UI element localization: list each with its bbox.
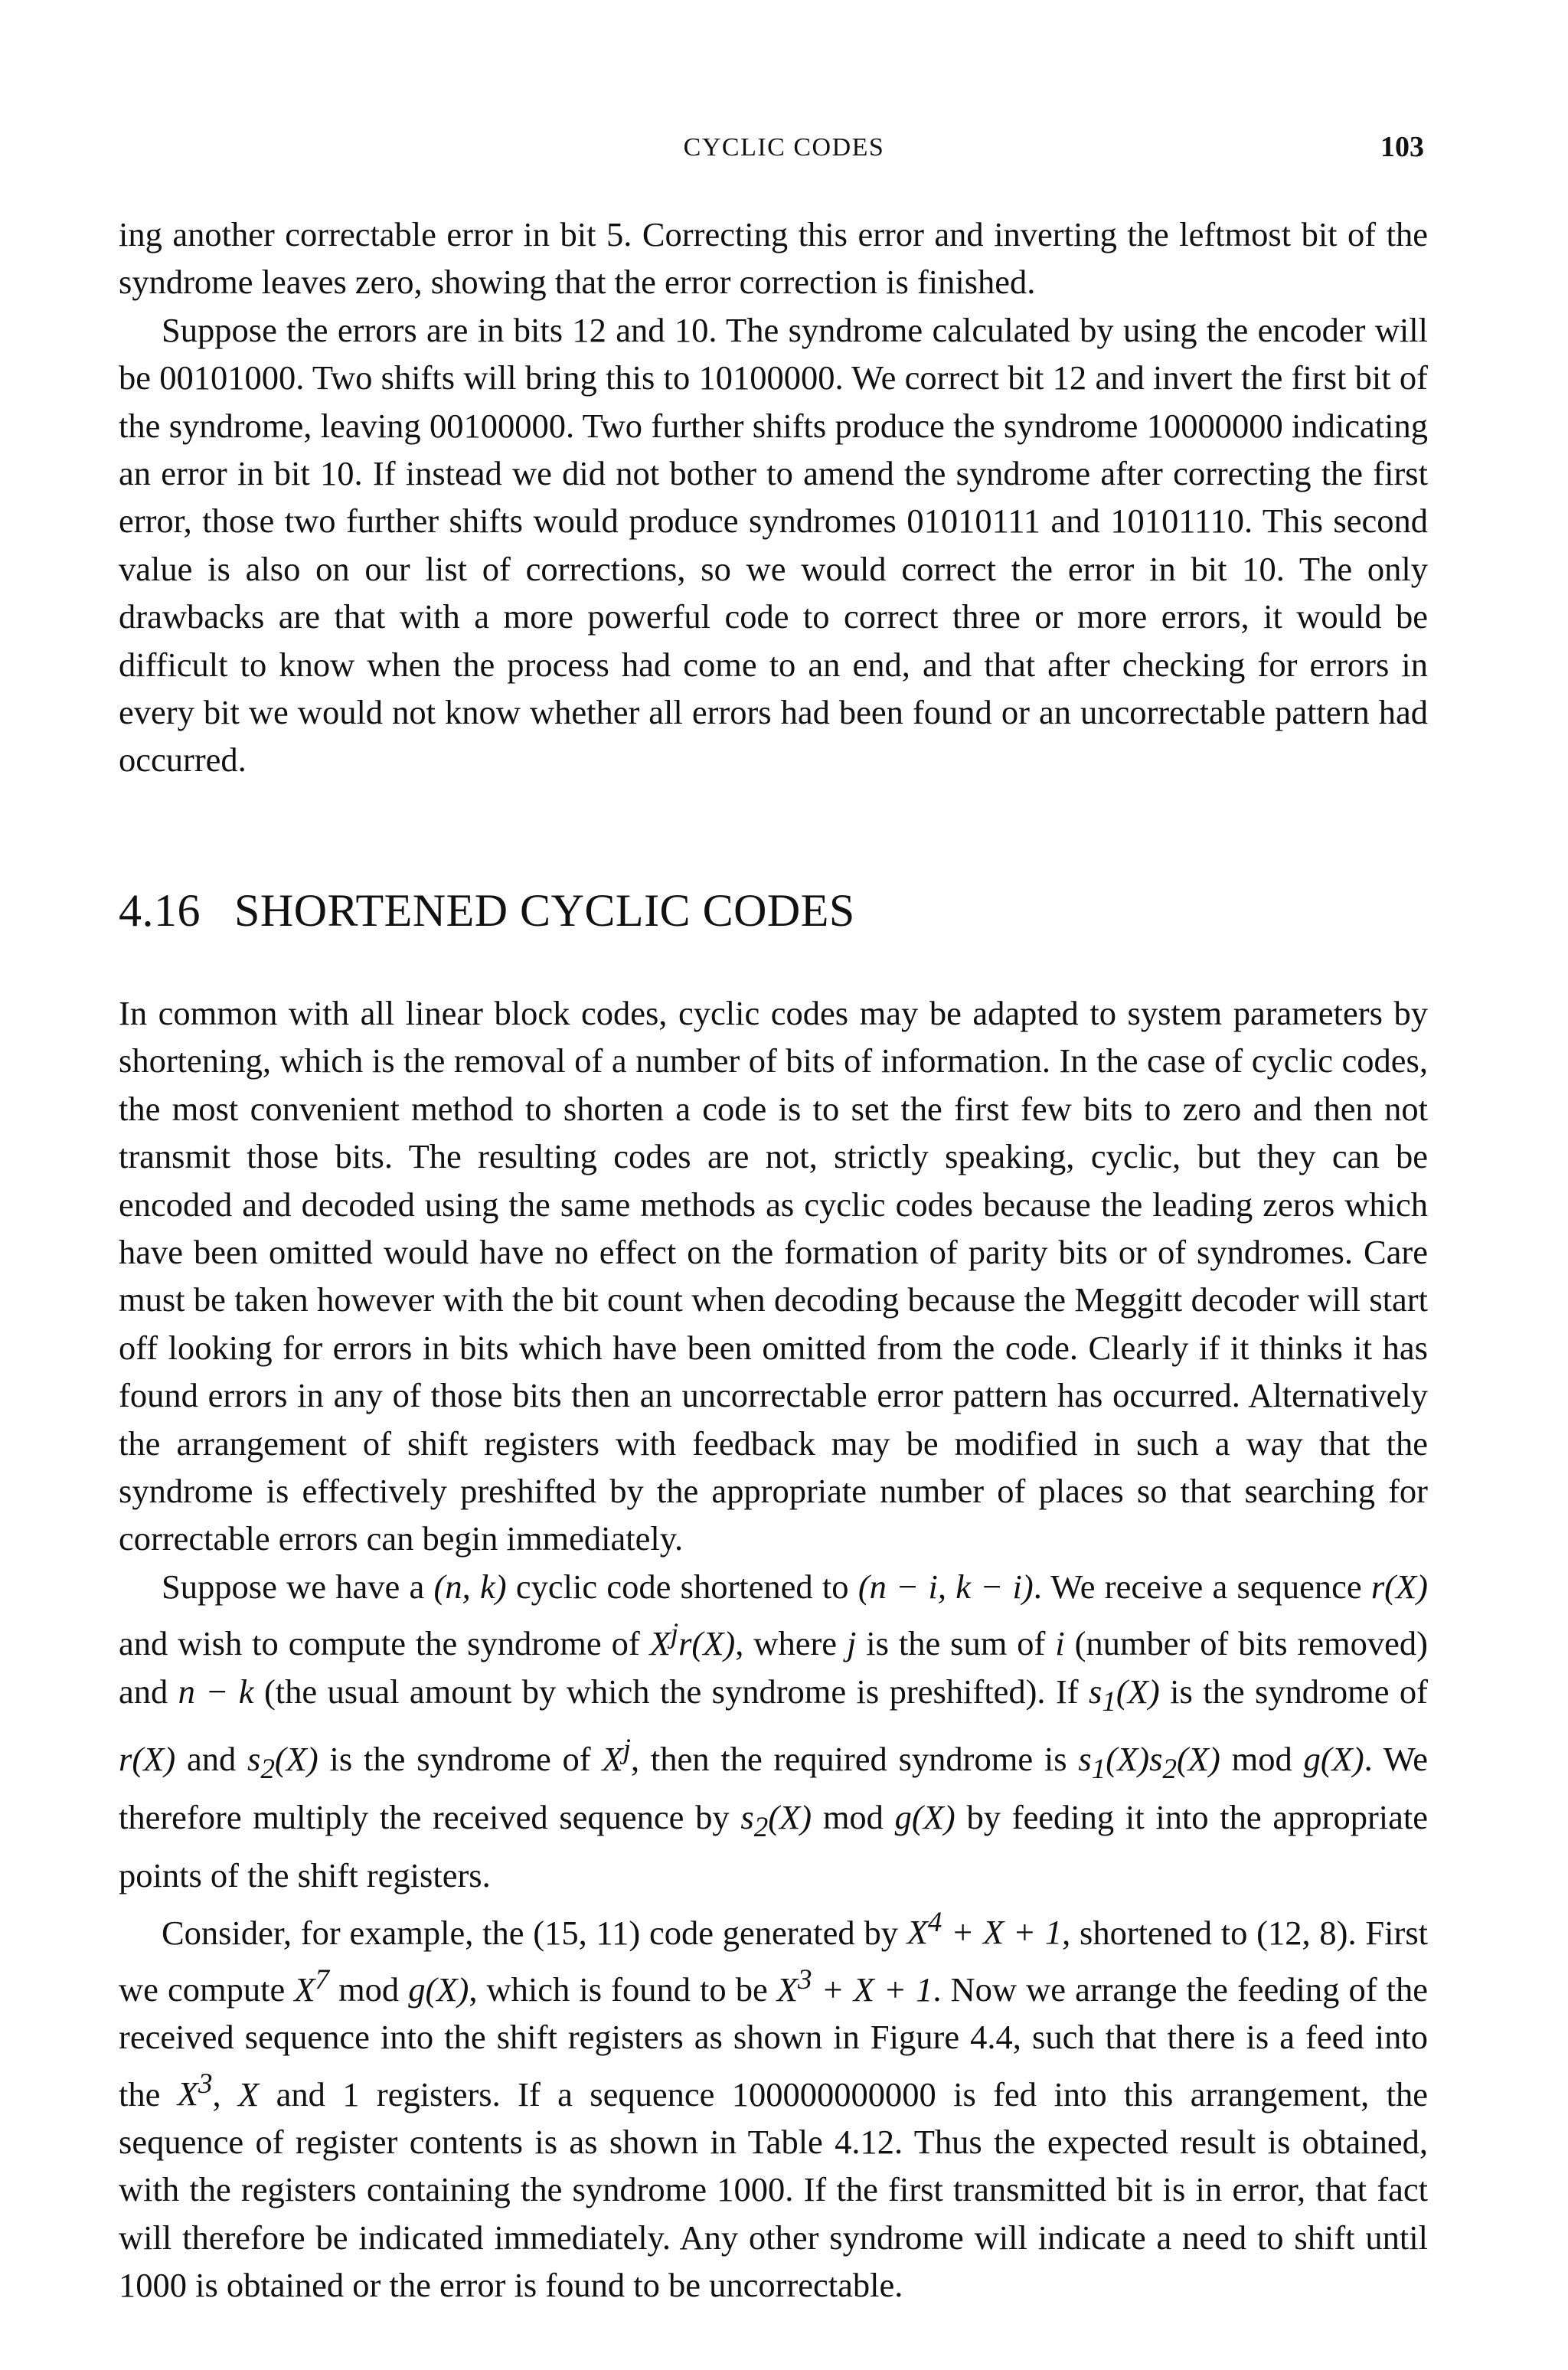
math-generator-polynomial — [906, 1907, 1063, 1952]
text-run: , then the required syndrome is — [630, 1739, 1079, 1778]
math-syndrome-product — [1078, 1739, 1220, 1785]
text-run: by feeding it into the appropriate points of the shift registers. — [119, 1797, 1428, 1895]
math-x-power — [294, 1963, 329, 2009]
text-run: Suppose we have a — [162, 1567, 434, 1606]
math-term: (X) — [274, 1739, 318, 1778]
math-r-x: r(X) — [119, 1739, 176, 1778]
math-x-power — [649, 1618, 736, 1663]
math-x: X — [238, 2074, 260, 2113]
paragraph-continued: ing another correctable error in bit 5. Correcting this error and inverting the leftmost bit of the syndrome leaves zero, showing that the error correction is finished. — [119, 215, 1428, 302]
text-run: , — [212, 2074, 239, 2113]
text-run: and wish to compute the syndrome of — [119, 1624, 650, 1663]
text-run: mod — [812, 1797, 895, 1836]
text-run: (number of bits removed) and — [119, 1624, 1428, 1711]
text-run: Consider, for example, the (15, 11) code generated by — [162, 1913, 907, 1952]
paragraph-shortening: In common with all linear block codes, cyclic codes may be adapted to system parameters by shortening, which is the removal of a number of bits of information. In the case of cyclic codes, the most convenient method to shorten a code is to set the first few bits to zero and then not transmit those bits. The resulting codes are not, strictly speaking, cyclic, but they can be encoded and decoded using the same methods as cyclic codes because the leading zeros which have been omitted would have no effect on the formation of parity bits or of syndromes. Care must be taken however with the bit count when decoding because the Meggitt decoder will start off looking for errors in bits which have been omitted from the code. Clearly if it thinks it has found errors in any of those bits then an uncorrectable error pattern has occurred. Alternatively the arrangement of shift registers with feedback may be modified in such a way that the syndrome is effectively preshifted by the appropriate number of places so that searching for correctable errors can begin immediately. — [119, 994, 1428, 1558]
math-term: s — [1078, 1739, 1092, 1778]
math-x-power — [602, 1733, 631, 1778]
math-exponent: j — [622, 1733, 631, 1765]
running-head — [0, 130, 1568, 168]
text-run: . We therefore multiply the received sequence by — [119, 1739, 1428, 1836]
math-subscript: 2 — [260, 1753, 275, 1785]
math-base: X — [906, 1913, 928, 1952]
math-g-x: g(X) — [894, 1797, 956, 1836]
text-run: is the syndrome of — [318, 1739, 603, 1778]
text-run: cyclic code shortened to — [506, 1567, 858, 1606]
math-j: j — [846, 1624, 857, 1663]
math-exponent: 4 — [927, 1907, 942, 1939]
math-term: (X)s — [1106, 1739, 1163, 1778]
paragraph-preshift — [119, 1563, 1428, 1900]
section-title: SHORTENED CYCLIC CODES — [234, 885, 855, 936]
math-term: + X + 1 — [942, 1913, 1063, 1952]
text-run: (the usual amount by which the syndrome is preshifted). If — [253, 1672, 1089, 1711]
math-g-x: g(X) — [1303, 1739, 1364, 1778]
math-subscript: 1 — [1091, 1753, 1106, 1785]
math-term: (X) — [768, 1797, 812, 1836]
section-number: 4.16 — [119, 885, 201, 936]
math-base: X — [776, 1970, 798, 2009]
math-base: s — [740, 1797, 754, 1836]
math-i: i — [1055, 1624, 1065, 1663]
math-base: s — [247, 1739, 261, 1778]
text-run: is the syndrome of — [1159, 1672, 1428, 1711]
text-run: is the sum of — [856, 1624, 1056, 1663]
math-base: s — [1089, 1672, 1102, 1711]
page-number: 103 — [1380, 131, 1424, 163]
paragraph-example-errors: Suppose the errors are in bits 12 and 10. The syndrome calculated by using the encoder will be 00101000. Two shifts will bring this to 10100000. We correct bit 12 and invert the first bit of the syndrome, leaving 00100000. Two further shifts produce the syndrome 10000000 indicating an error in bit 10. If instead we did not bother to amend the syndrome after correcting the first error, those two further shifts would produce syndromes 01010111 and 10101110. This second value is also on our list of corrections, so we would correct the error in bit 10. The only drawbacks are that with a more powerful code to correct three or more errors, it would be difficult to know when the process had come to an end, and that after checking for errors in every bit we would not know whether all errors had been found or an uncorrectable pattern had occurred. — [119, 310, 1428, 780]
math-subscript: 1 — [1102, 1685, 1116, 1718]
math-x-power — [177, 2068, 213, 2113]
text-run: , which is found to be — [469, 1970, 777, 2009]
math-exponent: 3 — [797, 1963, 812, 1996]
math-base: X — [602, 1739, 623, 1778]
math-base: X — [294, 1970, 315, 2009]
text-run: mod — [1220, 1739, 1304, 1778]
math-result-polynomial — [776, 1963, 933, 2009]
math-n-minus-k: n − k — [178, 1672, 254, 1711]
math-base: X — [177, 2074, 198, 2113]
math-n-k: (n, k) — [433, 1567, 507, 1606]
text-run: and 1 registers. If a sequence 100000000000 is fed into this arrangement, the sequence of register contents is as shown in Table 4.12. Thus the expected result is obtained, with the registers containing the syndrome 1000. If the first transmitted bit is in error, that fact will therefore be indicated immediately. Any other syndrome will indicate a need to shift until 1000 is obtained or the error is found to be uncorrectable. — [119, 2074, 1428, 2304]
math-s2 — [247, 1739, 318, 1785]
math-exponent: 7 — [315, 1963, 329, 1996]
math-term: (X) — [1116, 1672, 1160, 1711]
running-title: CYCLIC CODES — [683, 133, 885, 162]
text-run: . Now we arrange the feeding of the received sequence into the shift registers as shown in Figure 4.4, such that there is a feed into the — [119, 1970, 1428, 2113]
text-run: , shortened to (12, 8). First we compute — [119, 1913, 1428, 2009]
body-text-section — [119, 989, 1428, 2309]
paragraph-example-15-11 — [119, 1900, 1428, 2310]
math-r-x: r(X) — [1370, 1567, 1428, 1606]
body-text-top — [119, 211, 1428, 784]
text-run: , where — [735, 1624, 847, 1663]
math-shortened-params: (n − i, k − i) — [858, 1567, 1034, 1606]
math-s1 — [1089, 1672, 1160, 1718]
math-exponent: j — [670, 1618, 679, 1650]
text-run: and — [175, 1739, 248, 1778]
math-exponent: 3 — [198, 2068, 213, 2100]
math-s2 — [740, 1797, 812, 1843]
section-heading — [119, 884, 855, 937]
math-base: X — [649, 1624, 671, 1663]
math-subscript: 2 — [1162, 1753, 1177, 1785]
math-g-x: g(X) — [408, 1970, 469, 2009]
math-term: r(X) — [678, 1624, 736, 1663]
text-run: . We receive a sequence — [1033, 1567, 1371, 1606]
math-term: + X + 1 — [812, 1970, 933, 2009]
text-run: mod — [329, 1970, 409, 2009]
math-subscript: 2 — [753, 1811, 769, 1843]
math-term: (X) — [1176, 1739, 1220, 1778]
